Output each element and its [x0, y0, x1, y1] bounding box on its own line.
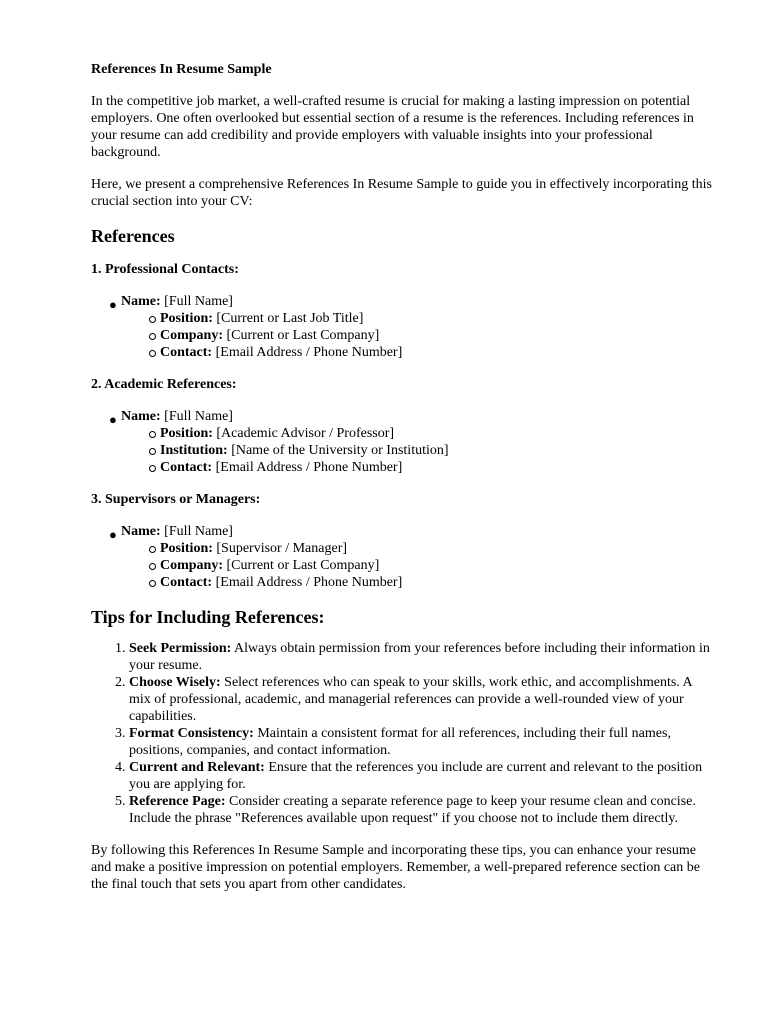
list-item [160, 310, 716, 327]
list-item [129, 793, 716, 827]
section-heading-supervisors: 3. Supervisors or Managers: [91, 492, 261, 507]
name-label: Name: [121, 524, 161, 539]
detail-value: [Email Address / Phone Number] [212, 345, 403, 360]
document-content [91, 61, 716, 893]
list-item [129, 640, 716, 674]
reference-list-supervisors [91, 523, 716, 591]
circle-bullet-icon [149, 580, 156, 587]
circle-bullet-icon [149, 448, 156, 455]
detail-value: [Email Address / Phone Number] [212, 575, 403, 590]
circle-bullet-icon [149, 563, 156, 570]
tip-text: Consider creating a separate reference page to keep your resume clean and concise. Include the phrase "References available upon request" if you choose not to include them directly. [129, 794, 696, 826]
list-item [109, 293, 716, 361]
detail-value: [Current or Last Company] [223, 328, 380, 343]
detail-label: Company: [160, 328, 224, 343]
section-heading-academic: 2. Academic References: [91, 377, 237, 392]
list-item [160, 574, 716, 591]
detail-label: Position: [160, 541, 213, 556]
list-item [160, 425, 716, 442]
tip-label: Format Consistency: [129, 726, 254, 741]
reference-details [121, 540, 716, 591]
list-item [160, 327, 716, 344]
tip-label: Reference Page: [129, 794, 226, 809]
list-item [160, 459, 716, 476]
detail-label: Company: [160, 558, 224, 573]
circle-bullet-icon [149, 316, 156, 323]
detail-label: Position: [160, 426, 213, 441]
tip-text: Always obtain permission from your references before including their information in your resume. [129, 641, 710, 673]
tip-text: Select references who can speak to your skills, work ethic, and accomplishments. A mix of professional, academic, and managerial references can provide a well-rounded view of your capabilities. [129, 675, 692, 724]
circle-bullet-icon [149, 465, 156, 472]
reference-list-professional [91, 293, 716, 361]
circle-bullet-icon [149, 350, 156, 357]
name-label: Name: [121, 294, 161, 309]
list-item [109, 523, 716, 591]
detail-value: [Email Address / Phone Number] [212, 460, 403, 475]
section-heading-professional: 1. Professional Contacts: [91, 262, 239, 277]
detail-label: Institution: [160, 443, 228, 458]
name-value: [Full Name] [160, 524, 233, 539]
bullet-icon: ● [109, 412, 117, 427]
intro-paragraph-1: In the competitive job market, a well-crafted resume is crucial for making a lasting impression on potential employers. One often overlooked but essential section of a resume is the references. Including references in your resume can add credibility and provide employers with valuable insights into your professional background. [91, 94, 694, 160]
list-item [109, 408, 716, 476]
circle-bullet-icon [149, 333, 156, 340]
reference-list-academic [91, 408, 716, 476]
list-item [129, 759, 716, 793]
list-item [160, 540, 716, 557]
closing-paragraph: By following this References In Resume Sample and incorporating these tips, you can enhance your resume and make a positive impression on potential employers. Remember, a well-prepared reference section can be the final touch that sets you apart from other candidates. [91, 843, 700, 892]
detail-value: [Supervisor / Manager] [212, 541, 348, 556]
name-value: [Full Name] [160, 294, 233, 309]
tips-heading: Tips for Including References: [91, 607, 325, 627]
detail-label: Contact: [160, 345, 213, 360]
detail-label: Position: [160, 311, 213, 326]
name-label: Name: [121, 409, 161, 424]
name-value: [Full Name] [160, 409, 233, 424]
reference-details [121, 310, 716, 361]
tip-label: Seek Permission: [129, 641, 232, 656]
document-title: References In Resume Sample [91, 62, 272, 77]
list-item [160, 557, 716, 574]
bullet-icon: ● [109, 297, 117, 312]
tip-label: Current and Relevant: [129, 760, 265, 775]
list-item [129, 725, 716, 759]
circle-bullet-icon [149, 546, 156, 553]
list-item [160, 442, 716, 459]
circle-bullet-icon [149, 431, 156, 438]
bullet-icon: ● [109, 527, 117, 542]
detail-label: Contact: [160, 575, 213, 590]
list-item [129, 674, 716, 725]
detail-label: Contact: [160, 460, 213, 475]
list-item [160, 344, 716, 361]
tip-text: Ensure that the references you include are current and relevant to the position you are applying for. [129, 760, 703, 792]
tips-list [91, 640, 716, 827]
detail-value: [Academic Advisor / Professor] [212, 426, 395, 441]
detail-value: [Name of the University or Institution] [227, 443, 449, 458]
detail-value: [Current or Last Company] [223, 558, 380, 573]
reference-details [121, 425, 716, 476]
tip-label: Choose Wisely: [129, 675, 221, 690]
references-heading: References [91, 226, 175, 246]
intro-paragraph-2: Here, we present a comprehensive References In Resume Sample to guide you in effectively incorporating this crucial section into your CV: [91, 177, 712, 209]
detail-value: [Current or Last Job Title] [212, 311, 364, 326]
tip-text: Maintain a consistent format for all references, including their full names, positions, companies, and contact information. [129, 726, 671, 758]
